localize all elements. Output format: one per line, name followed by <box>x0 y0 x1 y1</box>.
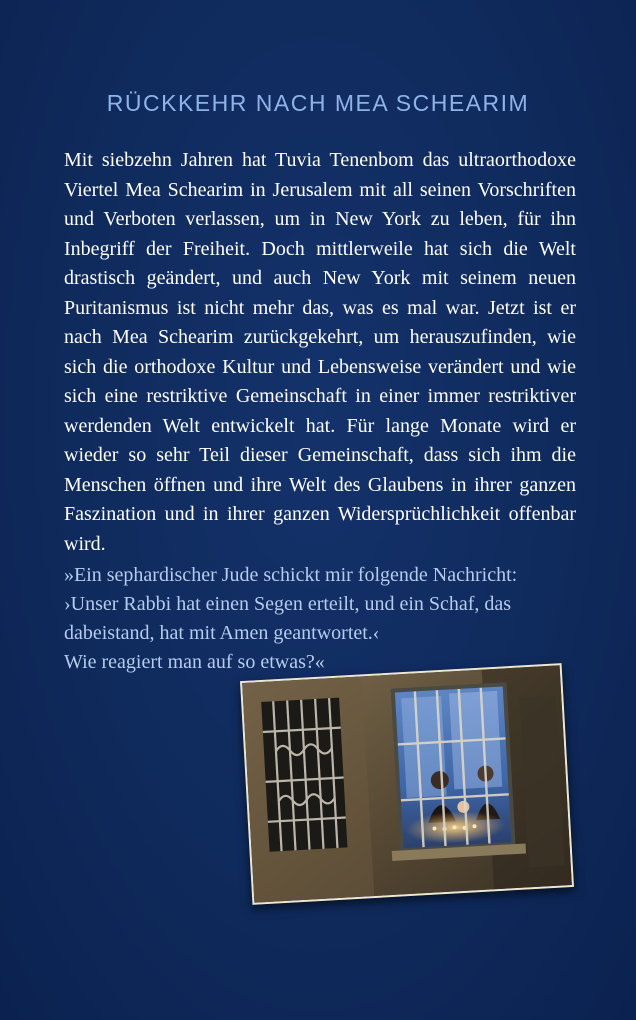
quote-line: dabeistand, hat mit Amen geantwortet.‹ <box>64 622 380 644</box>
quote-line: »Ein sephardischer Jude schickt mir folgende Nachricht: <box>64 564 518 586</box>
cover-title: RÜCKKEHR NACH MEA SCHEARIM <box>106 90 530 116</box>
cover-photo <box>240 663 574 905</box>
blurb-text: Mit siebzehn Jahren hat Tuvia Tenenbom das ultraorthodoxe Viertel Mea Schearim in Jerusalem mit all seinen Vorschriften und Verboten verlassen, um in New York zu leben, für ihn Inbegriff der Freiheit. Doch mittlerweile hat sich die Welt drastisch geändert, und auch New York mit seinem neuen Puritanismus ist nicht mehr das, was es mal war. Jetzt ist er nach Mea Schearim zurückgekehrt, um herauszufinden, wie sich die orthodoxe Kultur und Lebensweise verändert und wie sich eine restriktive Gemeinschaft in einer immer restriktiver werdenden Welt entwickelt hat. Für lange Monate wird er wieder so sehr Teil dieser Gemeinschaft, dass sich ihm die Menschen öffnen und ihre Welt des Glaubens in ihrer ganzen Faszination und in ihrer ganzen Widersprüchlichkeit offenbar wird. <box>64 149 576 555</box>
photo-barred-window-image <box>242 665 572 902</box>
quote-line: Wie reagiert man auf so etwas?« <box>64 651 325 673</box>
quote-block <box>64 561 576 677</box>
quote-line: ›Unser Rabbi hat einen Segen erteilt, und ein Schaf, das <box>64 593 512 615</box>
